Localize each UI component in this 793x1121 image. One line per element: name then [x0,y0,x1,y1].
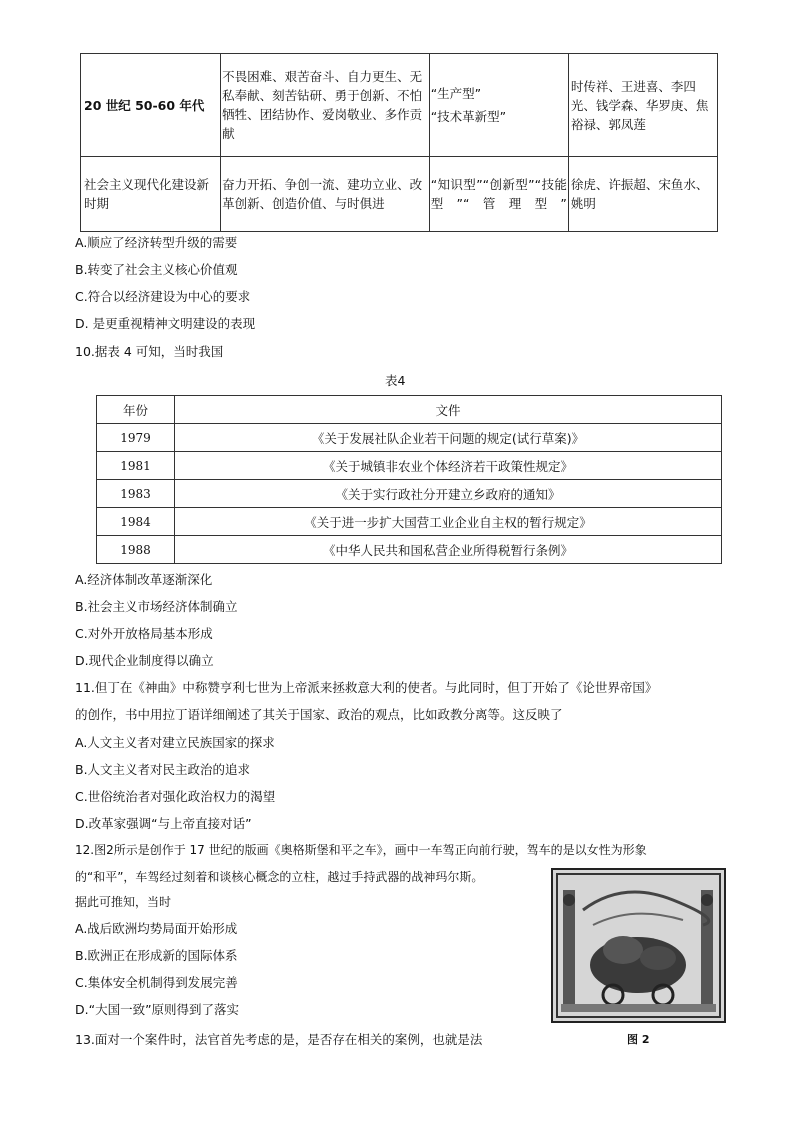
q11-option-a: A.人文主义者对建立民族国家的探求 [75,735,275,750]
q10-option-c: C.对外开放格局基本形成 [75,626,213,641]
q11-stem-line: 的创作，书中用拉丁语详细阐述了其关于国家、政治的观点，比如政教分离等。这反映了 [75,707,563,722]
doc-cell: 《关于实行政社分开建立乡政府的通知》 [175,480,722,508]
year-header: 年份 [97,396,175,424]
table-row [81,54,718,157]
year-cell: 1983 [97,480,175,508]
labor-spirit-table [80,53,718,232]
type-line: “生产型” [430,86,482,101]
q12-option-b: B.欧洲正在形成新的国际体系 [75,948,238,963]
spirit-cell: 奋力开拓、争创一流、建功立业、改革创新、创造价值、与时俱进 [221,157,430,232]
q11-option-d: D.改革家强调“与上帝直接对话” [75,816,252,831]
q10-option-b: B.社会主义市场经济体制确立 [75,599,238,614]
table-header-row [97,396,722,424]
doc-cell: 《关于发展社队企业若干问题的规定(试行草案)》 [175,424,722,452]
q12-stem-line: 的“和平”，车驾经过刻着和谈核心概念的立柱，越过手持武器的战神玛尔斯。 [75,870,484,884]
table-row [97,480,722,508]
q9-option-a: A.顺应了经济转型升级的需要 [75,235,238,250]
engraving-figure [551,868,726,1023]
spirit-cell: 不畏困难、艰苦奋斗、自力更生、无私奉献、刻苦钻研、勇于创新、不怕牺牲、团结协作、爱岗敬业、多作贡献 [221,54,430,157]
doc-cell: 《中华人民共和国私营企业所得税暂行条例》 [175,536,722,564]
q12-stem-line: 据此可推知，当时 [75,895,172,909]
year-cell: 1981 [97,452,175,480]
q9-option-b: B.转变了社会主义核心价值观 [75,262,238,277]
type-cell [429,54,568,157]
type-line: “技术革新型” [430,109,507,124]
q9-option-d: D. 是更重视精神文明建设的表现 [75,316,256,331]
q10-option-d: D.现代企业制度得以确立 [75,653,214,668]
q11-option-b: B.人文主义者对民主政治的追求 [75,762,251,777]
engraving-illustration [553,870,724,1021]
year-cell: 1988 [97,536,175,564]
table-row [81,157,718,232]
doc-cell: 《关于进一步扩大国营工业企业自主权的暂行规定》 [175,508,722,536]
table4 [96,395,722,564]
table-row [97,424,722,452]
q9-option-c: C.符合以经济建设为中心的要求 [75,289,251,304]
table-row [97,508,722,536]
table-row [97,452,722,480]
doc-header: 文件 [175,396,722,424]
people-cell: 时传祥、王进喜、李四光、钱学森、华罗庚、焦裕禄、郭凤莲 [568,54,717,157]
table-row [97,536,722,564]
type-cell: “知识型”“创新型”“技能型”“管理型” [429,157,568,232]
q10-stem: 10.据表 4 可知，当时我国 [75,344,224,359]
q10-option-a: A.经济体制改革逐渐深化 [75,572,213,587]
q11-option-c: C.世俗统治者对强化政治权力的渴望 [75,789,276,804]
doc-cell: 《关于城镇非农业个体经济若干政策性规定》 [175,452,722,480]
year-cell: 1984 [97,508,175,536]
q12-option-a: A.战后欧洲均势局面开始形成 [75,921,238,936]
q12-option-d: D.“大国一致”原则得到了落实 [75,1002,240,1017]
q12-stem-line: 12.图2所示是创作于 17 世纪的版画《奥格斯堡和平之车》，画中一车驾正向前行驶，驾车的是以女性为形象 [75,843,647,857]
q12-option-c: C.集体安全机制得到发展完善 [75,975,238,990]
table4-caption: 表4 [385,373,406,388]
q11-stem-line: 11.但丁在《神曲》中称赞亨利七世为上帝派来拯救意大利的使者。与此同时，但丁开始了《论世界帝国》 [75,680,658,695]
year-cell: 1979 [97,424,175,452]
figure-caption: 图 2 [627,1033,650,1046]
q13-stem: 13.面对一个案件时，法官首先考虑的是，是否存在相关的案例，也就是法 [75,1032,483,1047]
people-cell: 徐虎、许振超、宋鱼水、姚明 [568,157,717,232]
period-cell: 社会主义现代化建设新时期 [81,157,221,232]
period-cell: 20 世纪 50-60 年代 [81,54,221,157]
